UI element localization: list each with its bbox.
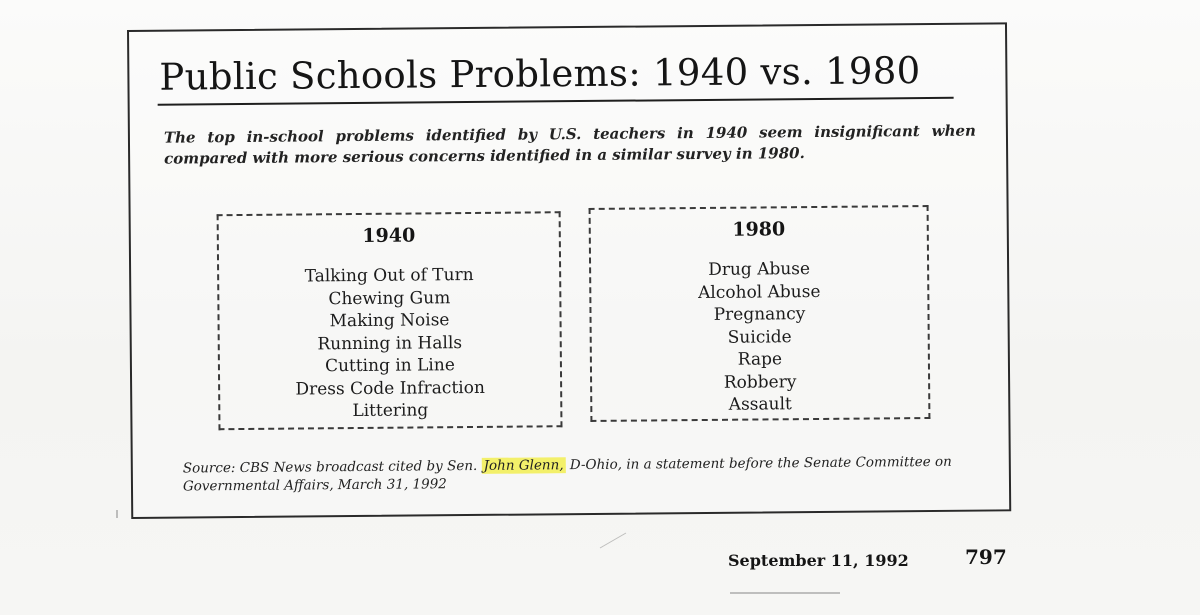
column-1940-box — [217, 211, 563, 430]
column-heading: 1940 — [362, 224, 416, 247]
list-item: Cutting in Line — [324, 355, 455, 377]
list-item: Pregnancy — [713, 304, 806, 325]
document-title: Public Schools Problems: 1940 vs. 1980 — [159, 49, 921, 99]
source-prefix: Source: CBS News broadcast cited by Sen. — [182, 457, 478, 477]
list-item: Talking Out of Turn — [304, 264, 474, 287]
page-number: 797 — [965, 545, 1007, 569]
list-item: Rape — [737, 349, 783, 370]
scan-mark — [116, 510, 118, 518]
title-underline — [158, 97, 954, 106]
document-frame — [127, 22, 1011, 519]
page-date: September 11, 1992 — [728, 551, 909, 570]
highlighted-name: John Glenn, — [483, 457, 564, 474]
list-item: Suicide — [727, 326, 792, 348]
source-citation — [183, 452, 1003, 495]
document-subtitle: The top in-school problems identified by U.S. teachers in 1940 seem insignificant when compared with more serious concerns identified in a similar survey in 1980. — [163, 121, 976, 168]
scan-mark — [730, 592, 840, 594]
problem-list — [591, 257, 928, 417]
list-item: Making Noise — [329, 310, 450, 332]
list-item: Drug Abuse — [708, 259, 811, 280]
list-item: Chewing Gum — [328, 287, 451, 309]
list-item: Running in Halls — [317, 332, 463, 354]
column-heading: 1980 — [732, 218, 786, 241]
list-item: Dress Code Infraction — [295, 377, 485, 400]
list-item: Littering — [352, 400, 429, 422]
column-1980-box — [589, 205, 931, 422]
problem-list — [219, 263, 560, 423]
list-item: Alcohol Abuse — [698, 281, 821, 303]
list-item: Assault — [728, 394, 792, 415]
list-item: Robbery — [723, 371, 797, 393]
source-suffix: D-Ohio, in a statement before the Senate Committee on Governmental Affairs, March 31, 1992 — [182, 453, 952, 495]
